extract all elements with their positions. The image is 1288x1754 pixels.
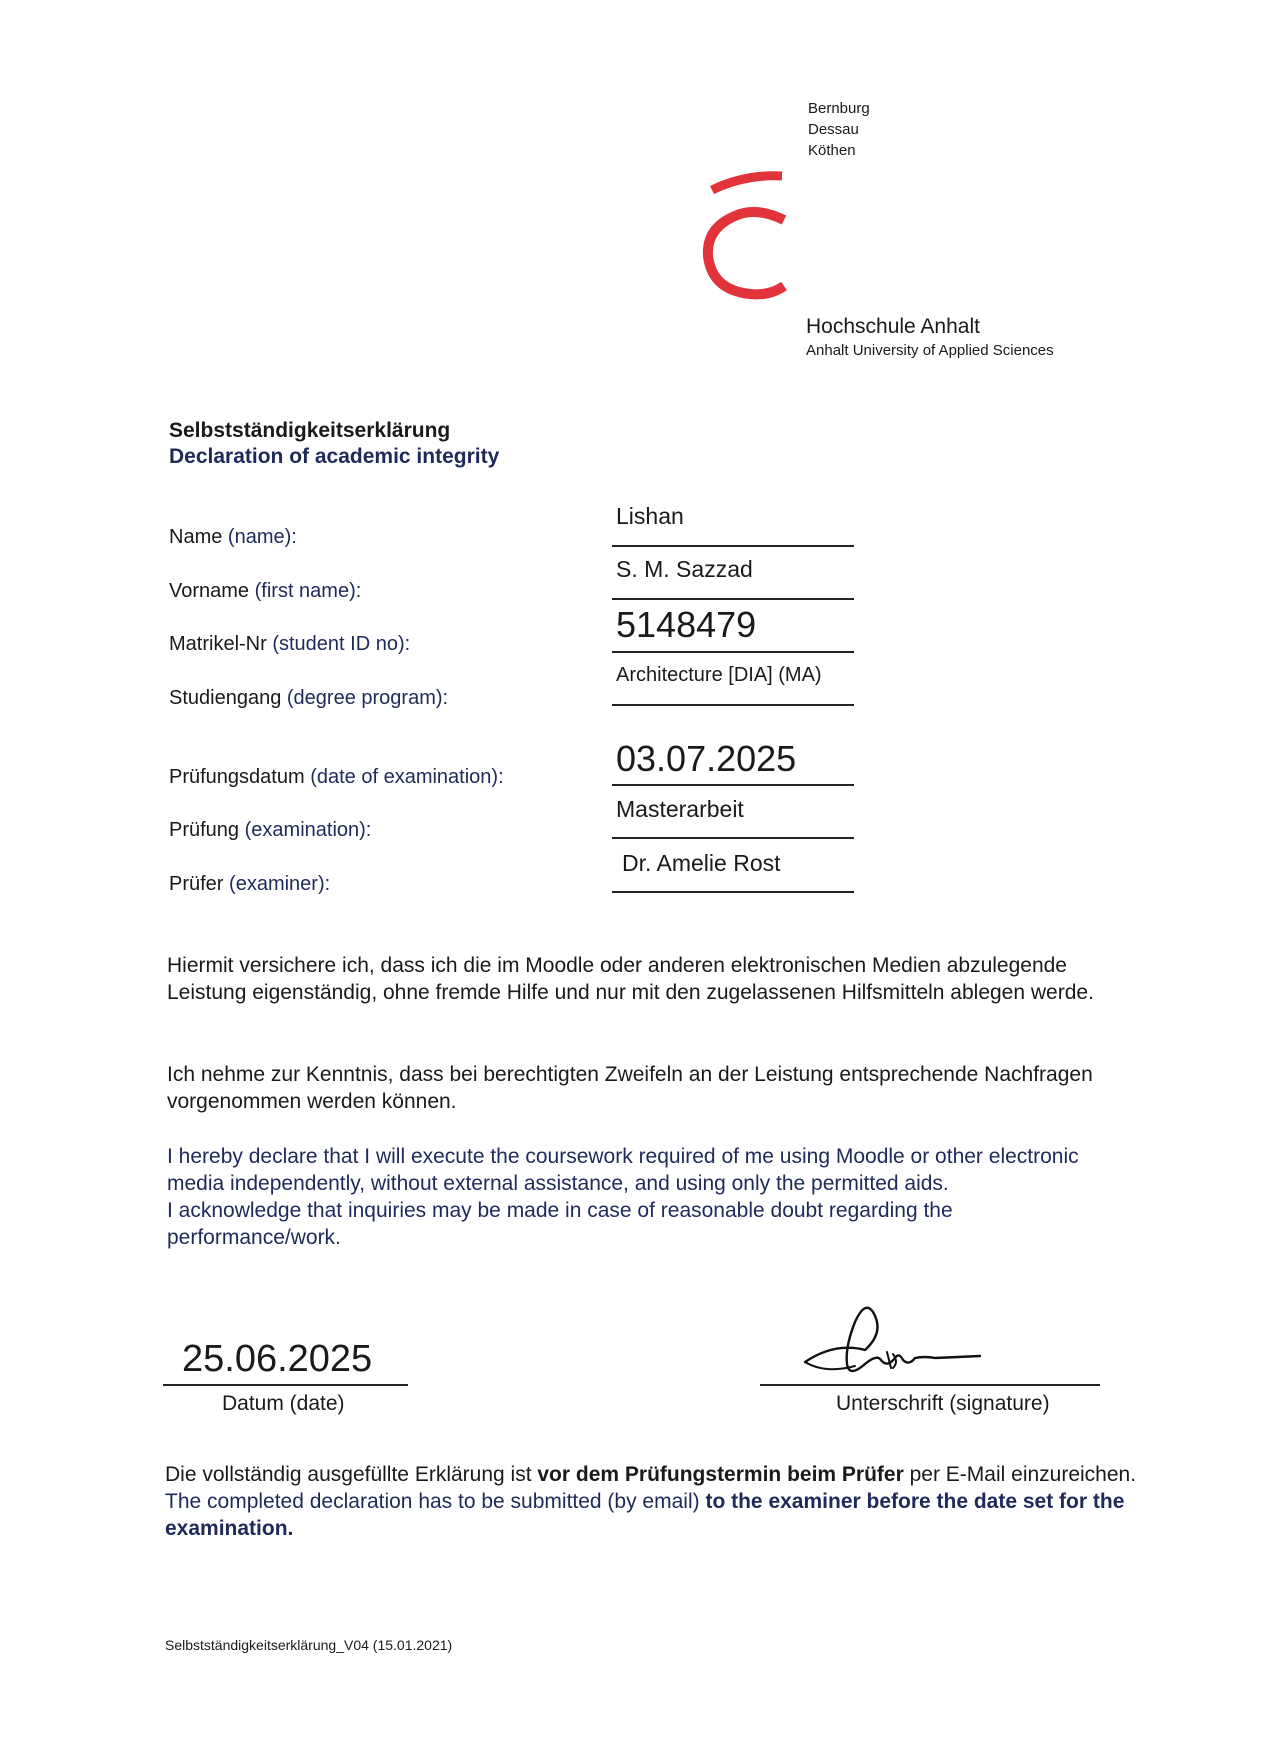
campus-dessau: Dessau: [808, 121, 859, 138]
university-subtitle: Anhalt University of Applied Sciences: [806, 342, 1054, 359]
field-value-first-name: S. M. Sazzad: [616, 556, 753, 582]
signature-underline: [760, 1384, 1100, 1386]
field-value-exam-date: 03.07.2025: [616, 738, 797, 779]
field-underline: [612, 545, 854, 547]
field-value-name: Lishan: [616, 503, 684, 529]
field-underline: [612, 704, 854, 706]
field-underline: [612, 837, 854, 839]
field-label-student-id: Matrikel-Nr (student ID no):: [169, 633, 411, 655]
form-title-english: Declaration of academic integrity: [169, 445, 500, 468]
date-underline: [163, 1384, 408, 1386]
field-label-name: Name (name):: [169, 526, 297, 548]
campus-bernburg: Bernburg: [808, 100, 870, 117]
date-label: Datum (date): [222, 1392, 345, 1415]
field-label-degree-program: Studiengang (degree program):: [169, 687, 449, 709]
field-underline: [612, 784, 854, 786]
field-value-examiner: Dr. Amelie Rost: [622, 850, 781, 876]
submission-note: [165, 1461, 1145, 1542]
field-value-student-id: 5148479: [616, 604, 757, 645]
handwritten-signature: [795, 1302, 985, 1384]
form-title-german: Selbstständigkeitserklärung: [169, 419, 451, 442]
field-label-exam-date: Prüfungsdatum (date of examination):: [169, 766, 504, 788]
campus-koethen: Köthen: [808, 142, 856, 159]
university-name: Hochschule Anhalt: [806, 315, 980, 338]
declaration-en-paragraph-1: I hereby declare that I will execute the coursework required of me using Moodle or other electronic media independently, without external assistance, and using only the permitted aids.: [167, 1145, 1079, 1195]
declaration-en-paragraph-2: I acknowledge that inquiries may be made in case of reasonable doubt regarding the performance/work.: [167, 1199, 953, 1249]
field-underline: [612, 598, 854, 600]
field-value-degree-program: Architecture [DIA] (MA): [616, 664, 822, 686]
campus-list: [808, 98, 870, 161]
submission-note-english: The completed declaration has to be submitted (by email) to the examiner before the date set for the examination.: [165, 1490, 1125, 1540]
field-underline: [612, 651, 854, 653]
university-logo-icon: [700, 168, 790, 304]
form-version-id: Selbstständigkeitserklärung_V04 (15.01.2021): [165, 1637, 453, 1653]
field-value-examination: Masterarbeit: [616, 796, 744, 822]
submission-note-german: Die vollständig ausgefüllte Erklärung ist vor dem Prüfungstermin beim Prüfer per E-Mail einzureichen.: [165, 1463, 1137, 1486]
field-underline: [612, 891, 854, 893]
signing-date-value: 25.06.2025: [182, 1338, 373, 1380]
signature-label: Unterschrift (signature): [836, 1392, 1050, 1415]
declaration-de-paragraph-2: Ich nehme zur Kenntnis, dass bei berechtigten Zweifeln an der Leistung entsprechende Nachfragen vorgenommen werden können.: [167, 1063, 1093, 1113]
field-label-examiner: Prüfer (examiner):: [169, 873, 331, 895]
declaration-de-paragraph-1: Hiermit versichere ich, dass ich die im Moodle oder anderen elektronischen Medien abzulegende Leistung eigenständig, ohne fremde Hilfe und nur mit den zugelassenen Hilfsmitteln ablegen werde.: [167, 954, 1094, 1004]
declaration-en-paragraphs: [167, 1143, 1127, 1251]
field-label-examination: Prüfung (examination):: [169, 819, 372, 841]
field-label-first-name: Vorname (first name):: [169, 580, 362, 602]
